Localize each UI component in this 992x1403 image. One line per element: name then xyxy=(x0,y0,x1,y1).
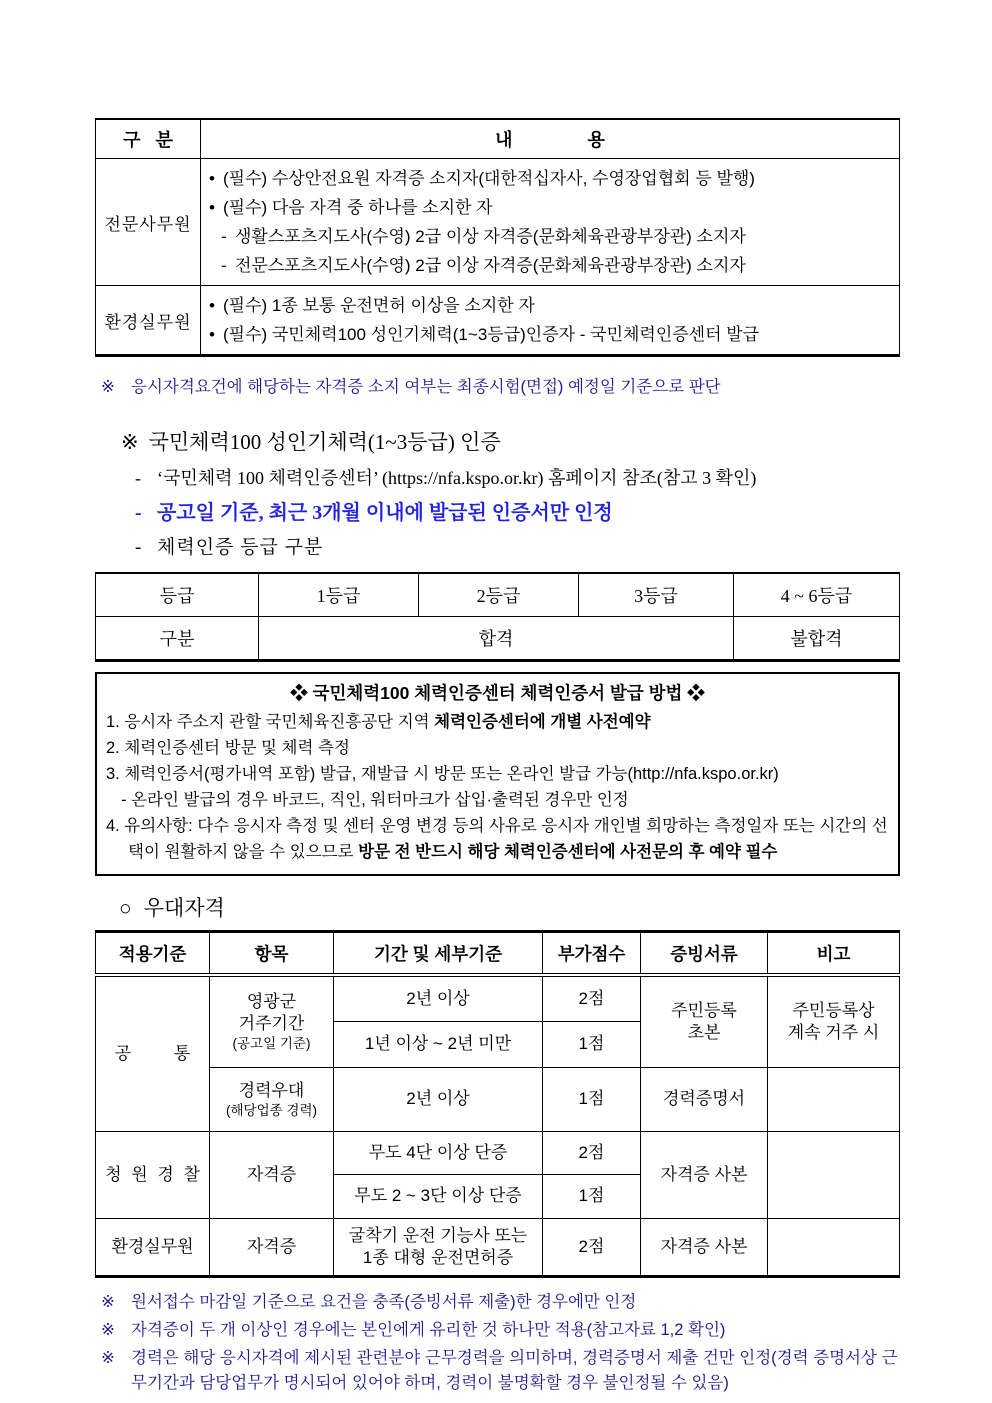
footer-notes xyxy=(95,1290,900,1396)
pref-col-document: 증빙서류 xyxy=(641,932,768,976)
preferred-qualification-heading: ○ 우대자격 xyxy=(119,896,225,920)
table-row xyxy=(96,1067,900,1131)
reference-mark: ※ xyxy=(101,1348,115,1367)
pref-criteria-cell: 굴착기 운전 기능사 또는 1종 대형 운전면허증 xyxy=(334,1218,543,1276)
table-row xyxy=(96,1218,900,1276)
pref-item-career: 경력우대 (해당업종 경력) xyxy=(210,1067,334,1131)
issuance-box-title: ❖ 국민체력100 체력인증센터 체력인증서 발급 방법 ❖ xyxy=(290,683,705,703)
pref-remarks-cell: 주민등록상 계속 거주 시 xyxy=(768,975,900,1067)
list-item: - 생활스포츠지도사(수영) 2급 이상 자격증(문화체육관광부장관) 소지자 xyxy=(221,227,746,246)
qual-row-content xyxy=(201,159,900,286)
pref-group-common: 공 통 xyxy=(96,975,210,1131)
grade-cell: 2등급 xyxy=(419,573,579,617)
table-row-office-worker xyxy=(96,159,900,286)
grade-cell: 4 ~ 6등급 xyxy=(734,573,900,617)
preferred-qualification-table xyxy=(95,930,900,1278)
pref-item-license: 자격증 xyxy=(210,1218,334,1276)
pref-document-cell: 경력증명서 xyxy=(641,1067,768,1131)
pref-points-cell: 2점 xyxy=(543,1131,641,1174)
qual-row-label: 전문사무원 xyxy=(96,159,201,286)
issuance-step-3-sub: - 온라인 발급의 경우 바코드, 직인, 워터마크가 삽입·출력된 경우만 인정 xyxy=(121,791,629,809)
pref-criteria-cell: 무도 2 ~ 3단 이상 단증 xyxy=(334,1174,543,1218)
grade-table xyxy=(95,572,900,662)
pref-criteria-cell: 2년 이상 xyxy=(334,975,543,1021)
table-header-row xyxy=(96,932,900,976)
grade-fail-cell: 불합격 xyxy=(734,617,900,661)
fitness-item-grade-classification: - 체력인증 등급 구분 xyxy=(135,537,324,558)
pref-item-license: 자격증 xyxy=(210,1131,334,1218)
issuance-method-box xyxy=(95,672,900,876)
issuance-step-4: 4. 유의사항: 다수 응시자 측정 및 센터 운영 변경 등의 사유로 응시자 개인별 희망하는 측정일자 또는 시간의 선택이 원활하지 않을 수 있으므로 방문 전 반드시 해당 체력인증센터에 사전문의 후 예약 필수 xyxy=(106,817,888,861)
note-career-definition: ※ 경력은 해당 응시자격에 제시된 관련분야 근무경력을 의미하며, 경력증명서 제출 건만 인정(경력 증명서상 근무기간과 담당업무가 명시되어 있어야 하며, 경력이 불명확할 경우 불인정될 수 있음) xyxy=(101,1346,900,1396)
list-item: • (필수) 다음 자격 중 하나를 소지한 자 xyxy=(209,198,493,217)
grade-cell: 3등급 xyxy=(579,573,734,617)
grade-cell: 1등급 xyxy=(259,573,419,617)
qual-row-label: 환경실무원 xyxy=(96,286,201,356)
pref-remarks-empty-cell xyxy=(768,1218,900,1276)
pref-group-police: 청 원 경 찰 xyxy=(96,1131,210,1218)
grade-pass-cell: 합격 xyxy=(259,617,734,661)
fitness-item-website: - ‘국민체력 100 체력인증센터’ (https://nfa.kspo.or.kr) 홈페이지 참조(참고 3 확인) xyxy=(135,468,757,488)
table-row xyxy=(96,975,900,1021)
reference-mark: ※ xyxy=(101,1292,115,1311)
issuance-step-1: 1. 응시자 주소지 관할 국민체육진흥공단 지역 체력인증센터에 개별 사전예약 xyxy=(106,713,651,731)
pref-document-cell: 주민등록 초본 xyxy=(641,975,768,1067)
reference-mark: ※ xyxy=(121,430,139,454)
pref-col-item: 항목 xyxy=(210,932,334,976)
list-item: - 전문스포츠지도사(수영) 2급 이상 자격증(문화체육관광부장관) 소지자 xyxy=(221,256,746,275)
note-deadline: ※ 원서접수 마감일 기준으로 요건을 충족(증빙서류 제출)한 경우에만 인정 xyxy=(101,1290,900,1315)
qualification-table xyxy=(95,118,900,357)
grade-result-row xyxy=(96,617,900,661)
grade-cell: 등급 xyxy=(96,573,259,617)
pref-document-cell: 자격증 사본 xyxy=(641,1131,768,1218)
issuance-step-3: 3. 체력인증서(평가내역 포함) 발급, 재발급 시 방문 또는 온라인 발급 가능(http://nfa.kspo.or.kr) xyxy=(106,765,779,783)
qual-col-header-content: 내 용 xyxy=(201,119,900,159)
pref-criteria-cell: 2년 이상 xyxy=(334,1067,543,1131)
pref-item-residence: 영광군 거주기간 (공고일 기준) xyxy=(210,975,334,1067)
pref-points-cell: 2점 xyxy=(543,975,641,1021)
pref-points-cell: 1점 xyxy=(543,1067,641,1131)
pref-points-cell: 1점 xyxy=(543,1021,641,1067)
pref-col-points: 부가점수 xyxy=(543,932,641,976)
pref-col-criteria: 적용기준 xyxy=(96,932,210,976)
pref-col-remarks: 비고 xyxy=(768,932,900,976)
grade-header-row xyxy=(96,573,900,617)
issuance-step-2: 2. 체력인증센터 방문 및 체력 측정 xyxy=(106,739,350,757)
pref-remarks-empty-cell xyxy=(768,1067,900,1131)
table-header-row xyxy=(96,119,900,159)
qual-col-header-category: 구 분 xyxy=(96,119,201,159)
pref-remarks-empty-cell xyxy=(768,1131,900,1218)
note-multiple-certs: ※ 자격증이 두 개 이상인 경우에는 본인에게 유리한 것 하나만 적용(참고자료 1,2 확인) xyxy=(101,1318,900,1343)
reference-mark: ※ xyxy=(101,378,115,396)
circle-marker: ○ xyxy=(119,896,132,920)
fitness-item-validity: - 공고일 기준, 최근 3개월 이내에 발급된 인증서만 인정 xyxy=(135,502,613,524)
table-row-env-worker xyxy=(96,286,900,356)
list-item: • (필수) 수상안전요원 자격증 소지자(대한적십자사, 수영장업협회 등 발행) xyxy=(209,169,755,188)
note-judgment-date: ※ 응시자격요건에 해당하는 자격증 소지 여부는 최종시험(면접) 예정일 기준으로 판단 xyxy=(101,375,900,400)
pref-criteria-cell: 무도 4단 이상 단증 xyxy=(334,1131,543,1174)
table-row xyxy=(96,1131,900,1174)
fitness-section-heading: ※ 국민체력100 성인기체력(1~3등급) 인증 xyxy=(121,430,501,454)
list-item: • (필수) 국민체력100 성인기체력(1~3등급)인증자 - 국민체력인증센터 발급 xyxy=(209,325,760,344)
pref-document-cell: 자격증 사본 xyxy=(641,1218,768,1276)
reference-mark: ※ xyxy=(101,1320,115,1339)
pref-group-env: 환경실무원 xyxy=(96,1218,210,1276)
list-item: • (필수) 1종 보통 운전면허 이상을 소지한 자 xyxy=(209,296,535,315)
pref-criteria-cell: 1년 이상 ~ 2년 미만 xyxy=(334,1021,543,1067)
pref-points-cell: 2점 xyxy=(543,1218,641,1276)
grade-cell: 구분 xyxy=(96,617,259,661)
pref-points-cell: 1점 xyxy=(543,1174,641,1218)
qual-row-content xyxy=(201,286,900,356)
pref-col-period: 기간 및 세부기준 xyxy=(334,932,543,976)
